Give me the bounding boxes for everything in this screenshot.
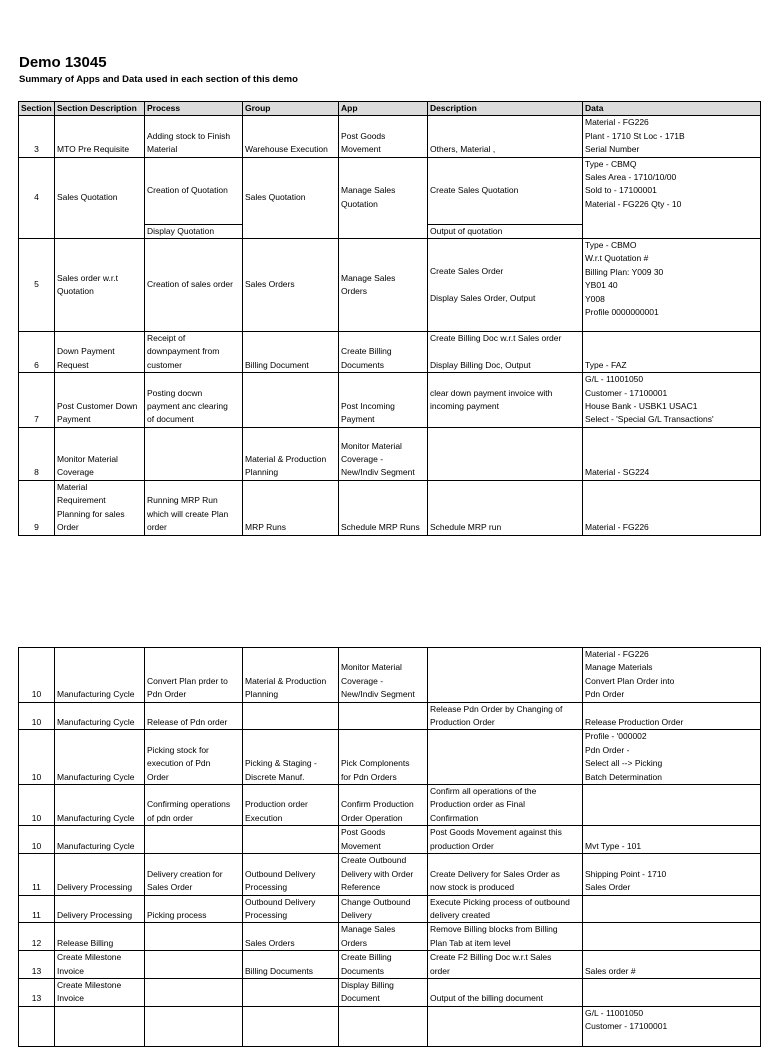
group-cell: Material & Production Planning [243, 427, 339, 480]
section-description: Monitor Material Coverage [55, 427, 145, 480]
group-cell [243, 702, 339, 730]
table-row [19, 951, 761, 979]
data-cell: Type - CBMO W.r.t Quotation # Billing Plan: Y009 30 YB01 40 Y008 Profile 0000000001 [583, 239, 761, 332]
description-cell: Others, Material , [428, 116, 583, 157]
section-description: Create Milestone Invoice [55, 951, 145, 979]
data-cell: Type - CBMQ Sales Area - 1710/10/00 Sold to - 17100001 Material - FG226 Qty - 10 [583, 157, 761, 238]
app-cell: Manage Sales Orders [339, 923, 428, 951]
description-cell [428, 1006, 583, 1046]
data-cell: G/L - 11001050 Customer - 17100001 House Bank - USBK1 USAC1 Select - 'Special G/L Transactions' [583, 373, 761, 428]
header-process: Process [145, 102, 243, 116]
document-subtitle: Summary of Apps and Data used in each section of this demo [19, 74, 298, 85]
description-cell: Output of the billing document [428, 978, 583, 1006]
table-row [19, 978, 761, 1006]
group-cell: Sales Orders [243, 923, 339, 951]
group-cell: Billing Document [243, 332, 339, 373]
header-description: Description [428, 102, 583, 116]
process-cell: Confirming operations of pdn order [145, 785, 243, 826]
group-cell [243, 1006, 339, 1046]
section-number: 6 [19, 332, 55, 373]
process-cell: Creation of sales order [145, 239, 243, 332]
section-description: Delivery Processing [55, 854, 145, 895]
app-cell: Change Outbound Delivery [339, 895, 428, 923]
description-cell: Confirm all operations of the Production order as Final Confirmation [428, 785, 583, 826]
header-section-description: Section Description [55, 102, 145, 116]
process-cell [145, 427, 243, 480]
process-cell: Picking process [145, 895, 243, 923]
group-cell: MRP Runs [243, 480, 339, 535]
section-number: 10 [19, 826, 55, 854]
group-cell [243, 978, 339, 1006]
section-description: Manufacturing Cycle [55, 730, 145, 785]
description-cell [428, 427, 583, 480]
process-cell: Display Quotation [145, 224, 243, 238]
process-cell: Convert Plan prder to Pdn Order [145, 648, 243, 703]
table-row [19, 332, 761, 373]
group-cell: Outbound Delivery Processing [243, 854, 339, 895]
summary-table-2 [18, 647, 761, 1047]
section-number: 11 [19, 895, 55, 923]
section-number: 13 [19, 951, 55, 979]
process-cell: Delivery creation for Sales Order [145, 854, 243, 895]
section-number: 9 [19, 480, 55, 535]
table-row [19, 702, 761, 730]
section-description: MTO Pre Requisite [55, 116, 145, 157]
group-cell [243, 373, 339, 428]
description-cell [428, 730, 583, 785]
section-description: Sales Quotation [55, 157, 145, 238]
app-cell: Monitor Material Coverage - New/Indiv Segment [339, 648, 428, 703]
description-cell: Schedule MRP run [428, 480, 583, 535]
section-description: Manufacturing Cycle [55, 648, 145, 703]
section-description: Release Billing [55, 923, 145, 951]
description-cell: Release Pdn Order by Changing of Production Order [428, 702, 583, 730]
section-description: Create Milestone Invoice [55, 978, 145, 1006]
table-row [19, 648, 761, 703]
app-cell [339, 1006, 428, 1046]
group-cell [243, 826, 339, 854]
section-number: 3 [19, 116, 55, 157]
data-cell: Mvt Type - 101 [583, 826, 761, 854]
section-number: 5 [19, 239, 55, 332]
document-title: Demo 13045 [19, 54, 107, 71]
description-cell: Create Sales Quotation [428, 157, 583, 224]
group-cell: Sales Quotation [243, 157, 339, 238]
table-row [19, 730, 761, 785]
process-cell [145, 1006, 243, 1046]
description-cell: Execute Picking process of outbound delivery created [428, 895, 583, 923]
data-cell [583, 978, 761, 1006]
section-description: Post Customer Down Payment [55, 373, 145, 428]
app-cell: Manage Sales Quotation [339, 157, 428, 238]
app-cell: Display Billing Document [339, 978, 428, 1006]
header-row [19, 102, 761, 116]
app-cell: Create Outbound Delivery with Order Reference [339, 854, 428, 895]
section-number [19, 1006, 55, 1046]
process-cell [145, 826, 243, 854]
table-row [19, 854, 761, 895]
app-cell: Monitor Material Coverage - New/Indiv Segment [339, 427, 428, 480]
group-cell: Warehouse Execution [243, 116, 339, 157]
group-cell: Production order Execution [243, 785, 339, 826]
app-cell: Post Incoming Payment [339, 373, 428, 428]
summary-table-1 [18, 101, 761, 536]
app-cell: Confirm Production Order Operation [339, 785, 428, 826]
data-cell: Profile - '000002 Pdn Order - Select all --> Picking Batch Determination [583, 730, 761, 785]
section-number: 10 [19, 785, 55, 826]
section-description: Material Requirement Planning for sales Order [55, 480, 145, 535]
data-cell: Material - FG226 Manage Materials Convert Plan Order into Pdn Order [583, 648, 761, 703]
table-row [19, 895, 761, 923]
table-row [19, 785, 761, 826]
section-description: Sales order w.r.t Quotation [55, 239, 145, 332]
section-description [55, 1006, 145, 1046]
group-cell: Material & Production Planning [243, 648, 339, 703]
app-cell: Create Billing Documents [339, 332, 428, 373]
header-app: App [339, 102, 428, 116]
data-cell: G/L - 11001050 Customer - 17100001 [583, 1006, 761, 1046]
description-cell: Post Goods Movement against this production Order [428, 826, 583, 854]
data-cell [583, 923, 761, 951]
description-cell: clear down payment invoice with incoming payment [428, 373, 583, 428]
description-cell: Create Billing Doc w.r.t Sales order Display Billing Doc, Output [428, 332, 583, 373]
section-number: 10 [19, 648, 55, 703]
app-cell [339, 702, 428, 730]
process-cell: Running MRP Run which will create Plan order [145, 480, 243, 535]
section-description: Manufacturing Cycle [55, 702, 145, 730]
app-cell: Manage Sales Orders [339, 239, 428, 332]
data-cell [583, 895, 761, 923]
description-cell: Output of quotation [428, 224, 583, 238]
app-cell: Post Goods Movement [339, 116, 428, 157]
table-row [19, 826, 761, 854]
table-row [19, 239, 761, 332]
header-data: Data [583, 102, 761, 116]
description-cell: Create Delivery for Sales Order as now stock is produced [428, 854, 583, 895]
data-cell: Release Production Order [583, 702, 761, 730]
process-cell [145, 978, 243, 1006]
description-cell: Create Sales Order Display Sales Order, Output [428, 239, 583, 332]
data-cell: Sales order # [583, 951, 761, 979]
section-description: Delivery Processing [55, 895, 145, 923]
table-row [19, 373, 761, 428]
group-cell: Billing Documents [243, 951, 339, 979]
section-description: Manufacturing Cycle [55, 826, 145, 854]
section-description: Manufacturing Cycle [55, 785, 145, 826]
process-cell: Posting docwn payment anc clearing of document [145, 373, 243, 428]
header-section: Section [19, 102, 55, 116]
table-row [19, 923, 761, 951]
data-cell: Material - FG226 [583, 480, 761, 535]
process-cell [145, 923, 243, 951]
data-cell: Type - FAZ [583, 332, 761, 373]
app-cell: Schedule MRP Runs [339, 480, 428, 535]
group-cell: Outbound Delivery Processing [243, 895, 339, 923]
group-cell: Picking & Staging - Discrete Manuf. [243, 730, 339, 785]
section-number: 4 [19, 157, 55, 238]
process-cell [145, 951, 243, 979]
app-cell: Pick Complonents for Pdn Orders [339, 730, 428, 785]
table-row [19, 157, 761, 224]
section-number: 10 [19, 702, 55, 730]
section-number: 13 [19, 978, 55, 1006]
data-cell [583, 785, 761, 826]
group-cell: Sales Orders [243, 239, 339, 332]
data-cell: Shipping Point - 1710 Sales Order [583, 854, 761, 895]
process-cell: Picking stock for execution of Pdn Order [145, 730, 243, 785]
header-group: Group [243, 102, 339, 116]
table-row [19, 427, 761, 480]
data-cell: Material - SG224 [583, 427, 761, 480]
process-cell: Adding stock to Finish Material [145, 116, 243, 157]
section-number: 11 [19, 854, 55, 895]
process-cell: Creation of Quotation [145, 157, 243, 224]
section-number: 12 [19, 923, 55, 951]
section-number: 10 [19, 730, 55, 785]
section-number: 7 [19, 373, 55, 428]
description-cell: Create F2 Billing Doc w.r.t Sales order [428, 951, 583, 979]
table-row [19, 116, 761, 157]
table-row [19, 1006, 761, 1046]
description-cell: Remove Billing blocks from Billing Plan Tab at item level [428, 923, 583, 951]
app-cell: Post Goods Movement [339, 826, 428, 854]
data-cell: Material - FG226 Plant - 1710 St Loc - 171B Serial Number [583, 116, 761, 157]
section-number: 8 [19, 427, 55, 480]
process-cell: Receipt of downpayment from customer [145, 332, 243, 373]
section-description: Down Payment Request [55, 332, 145, 373]
app-cell: Create Billing Documents [339, 951, 428, 979]
process-cell: Release of Pdn order [145, 702, 243, 730]
table-row [19, 480, 761, 535]
description-cell [428, 648, 583, 703]
